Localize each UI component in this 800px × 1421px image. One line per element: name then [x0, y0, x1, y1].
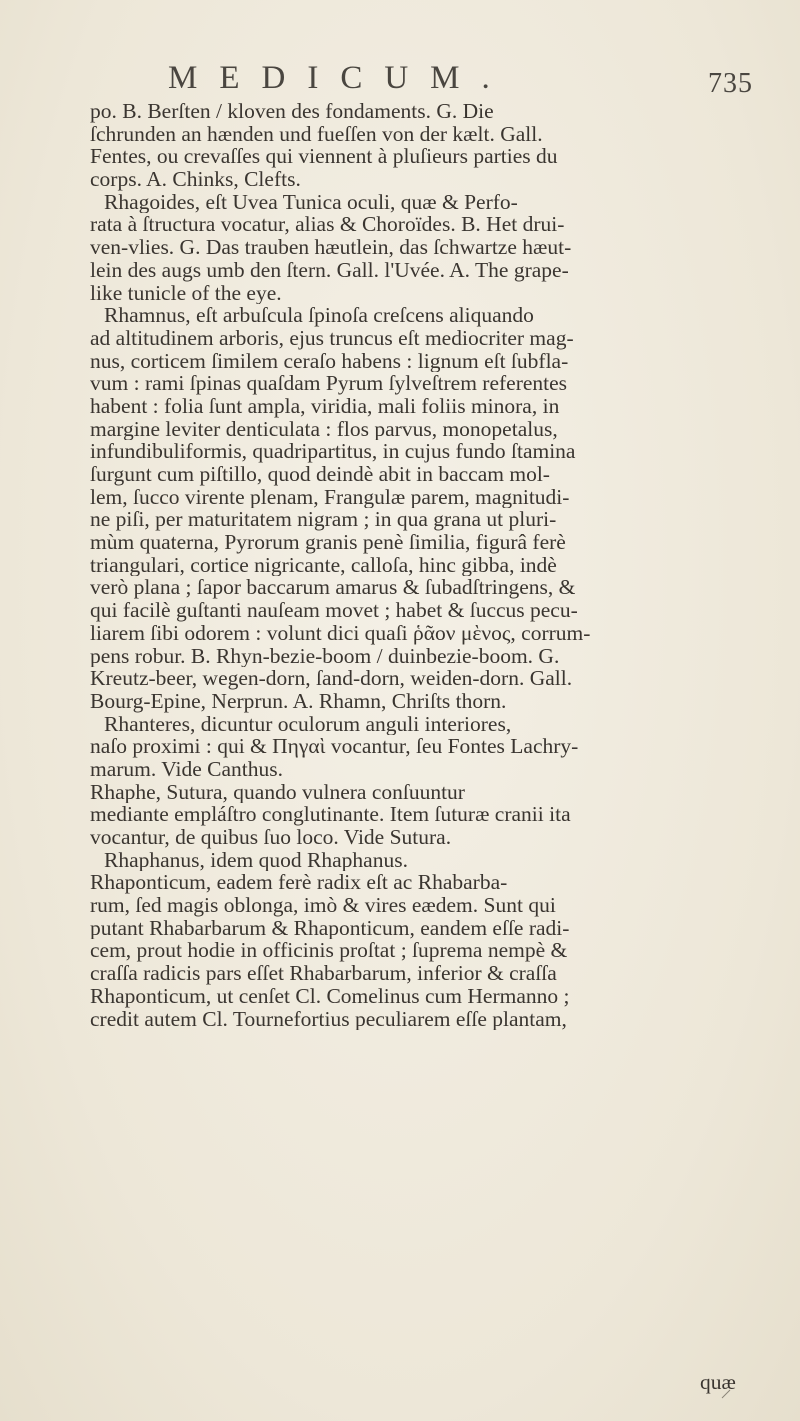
text-line: ſchrunden an hænden und fueſſen von der kælt. Gall.: [90, 122, 543, 146]
text-line: ven-vlies. G. Das trauben hæutlein, das ſchwartze hæut-: [90, 236, 572, 259]
text-line: ſurgunt cum piſtillo, quod deindè abit in baccam mol-: [90, 463, 550, 486]
text-line: Kreutz-beer, wegen-dorn, ſand-dorn, weiden-dorn. Gall.: [90, 667, 573, 690]
text-line: nus, corticem ſimilem ceraſo habens : lignum eſt ſubfla-: [90, 349, 569, 373]
running-head: [0, 60, 800, 100]
text-line: pens robur. B. Rhyn-bezie-boom / duinbezie-boom. G.: [90, 644, 560, 668]
entry-rhaphe: Rhaphe, Sutura, quando vulnera conſuuntur: [90, 780, 465, 804]
text-line: vocantur, de quibus ſuo loco. Vide Sutura.: [90, 826, 452, 849]
entry-rhaponticum: Rhaponticum, eadem ferè radix eſt ac Rhabarba-: [90, 871, 508, 895]
text-line: triangulari, cortice nigricante, calloſa, hinc gibba, indè: [90, 553, 557, 577]
text-line: craſſa radicis pars eſſet Rhabarbarum, inferior & craſſa: [90, 962, 557, 985]
text-line: lein des augs umb den ſtern. Gall. l'Uvée. A. The grape-: [90, 258, 569, 282]
running-title: MEDICUM.: [168, 60, 512, 96]
text-line: mediante empláſtro conglutinante. Item ſuturæ cranii ita: [90, 803, 571, 826]
text-line: qui facilè guſtanti nauſeam movet ; habet & ſuccus pecu-: [90, 599, 578, 622]
catchword: quæ: [700, 1370, 736, 1394]
text-line: habent : folia ſunt ampla, viridia, mali foliis minora, in: [90, 394, 560, 418]
text-line: marum. Vide Canthus.: [90, 757, 283, 781]
text-line: credit autem Cl. Tournefortius peculiarem eſſe plantam,: [90, 1007, 567, 1031]
entry-rhanteres: Rhanteres, dicuntur oculorum anguli interiores,: [104, 712, 512, 736]
text-line: mùm quaterna, Pyrorum granis penè ſimilia, figurâ ferè: [90, 531, 566, 554]
entry-rhagoides: Rhagoides, eſt Uvea Tunica oculi, quæ & Perfo-: [104, 190, 518, 214]
text-line: cem, prout hodie in officinis proſtat ; ſuprema nempè &: [90, 939, 568, 963]
text-line: rum, ſed magis oblonga, imò & vires eædem. Sunt qui: [90, 894, 556, 917]
entry-rhaphanus: Rhaphanus, idem quod Rhaphanus.: [104, 848, 408, 872]
text-line: verò plana ; ſapor baccarum amarus & ſubadſtringens, &: [90, 576, 576, 600]
entry-text-block: [90, 100, 774, 1030]
text-line: lem, ſucco virente plenam, Frangulæ parem, magnitudi-: [90, 485, 570, 509]
text-line: vum : rami ſpinas quaſdam Pyrum ſylveſtrem referentes: [90, 372, 568, 395]
text-line: corps. A. Chinks, Clefts.: [90, 168, 301, 191]
text-line: margine leviter denticulata : flos parvus, monopetalus,: [90, 417, 558, 441]
text-line: rata à ſtructura vocatur, alias & Choroïdes. B. Het drui-: [90, 213, 565, 237]
ink-mark: [720, 1388, 732, 1400]
text-line: Rhaponticum, ut cenſet Cl. Comelinus cum Hermanno ;: [90, 984, 570, 1008]
text-line: Fentes, ou crevaſſes qui viennent à pluſieurs parties du: [90, 145, 558, 169]
text-line: ad altitudinem arboris, ejus truncus eſt mediocriter mag-: [90, 326, 574, 350]
text-line: naſo proximi : qui & Πηγαὶ vocantur, ſeu Fontes Lachry-: [90, 735, 579, 758]
text-line: putant Rhabarbarum & Rhaponticum, eandem eſſe radi-: [90, 916, 570, 940]
text-line: po. B. Berſten / kloven des fondaments. G. Die: [90, 100, 494, 123]
page-number: 735: [708, 68, 753, 99]
text-line: ne piſi, per maturitatem nigram ; in qua grana ut pluri-: [90, 508, 557, 532]
text-line: liarem ſibi odorem : volunt dici quaſi ῥᾶον μὲνος, corrum-: [90, 621, 591, 645]
text-line: like tunicle of the eye.: [90, 281, 282, 305]
text-line: infundibuliformis, quadripartitus, in cujus fundo ſtamina: [90, 440, 576, 463]
text-line: Bourg-Epine, Nerprun. A. Rhamn, Chriſts thorn.: [90, 689, 507, 713]
entry-rhamnus: Rhamnus, eſt arbuſcula ſpinoſa creſcens aliquando: [104, 304, 534, 327]
